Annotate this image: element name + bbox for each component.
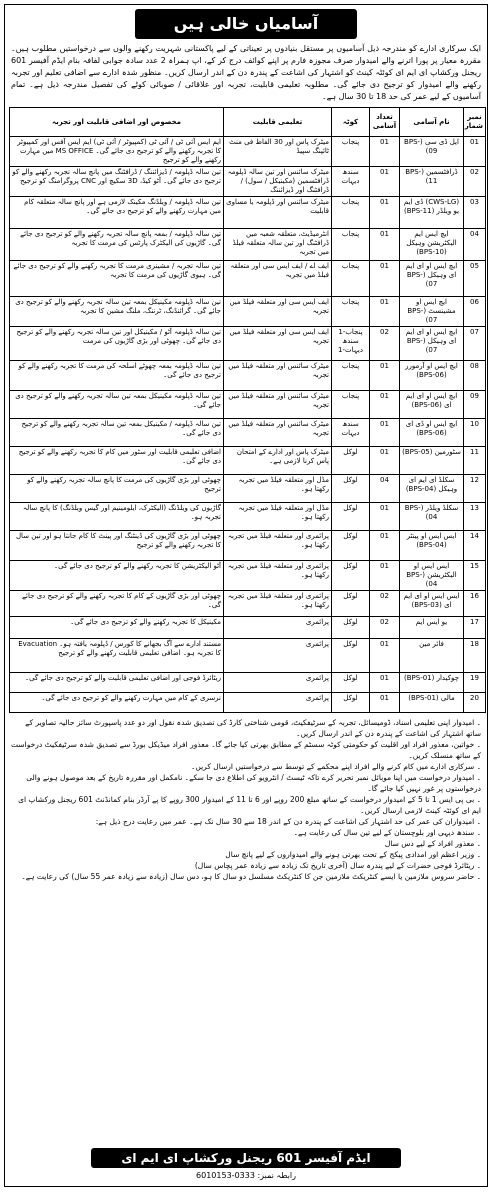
cell-qualification: میٹرک سائنس اور متعلقہ فیلڈ میں تجربہ [224,391,332,419]
cell-experience: تین سالہ ڈپلومہ / بمعہ پانچ سالہ تجربہ رکھنے والے کو ترجیح دی جائے گی۔ گاڑیوں کی الیکٹرک پارٹس کی مرمت کا تجربہ [10,229,224,261]
advertisement-page [4,4,488,1187]
cell-experience: ریٹائرڈ فوجی اور اضافی تعلیمی قابلیت والے کو ترجیح دی جائے گی۔ [10,673,224,693]
table-row [10,197,486,229]
cell-experience: نرسری کے کام میں مہارت رکھنے والے کو ترجیح دی جائے گی۔ [10,693,224,713]
cell-serial: 03 [464,197,486,229]
cell-serial: 08 [464,361,486,391]
cell-experience: تین سالہ تجربہ / مشینری مرمت کا تجربہ رکھنے والے کو ترجیح دی جائے گی۔ ہیوی گاڑیوں کی مرمت کا تجربہ [10,261,224,297]
cell-quota: لوکل [332,639,370,673]
cell-serial: 17 [464,617,486,639]
cell-count: 01 [370,167,400,197]
cell-count: 01 [370,261,400,297]
cell-experience: چھوٹی اور بڑی گاڑیوں کے کام کا تجربہ رکھنے والے کو ترجیح دی جائے گی۔ [10,591,224,617]
cell-serial: 20 [464,693,486,713]
cell-qualification: پرائمری اور متعلقہ فیلڈ میں تجربہ رکھتا ہو۔ [224,591,332,617]
cell-post: ایچ ایس او مشینسٹ (BPS-07) [400,297,464,327]
cell-serial: 04 [464,229,486,261]
cell-count: 01 [370,561,400,591]
header-qualification: تعلیمی قابلیت [224,108,332,137]
note-item: ۔ امیدوار درخواست میں اپنا موبائل نمبر تحریر کرے تاکہ ٹیسٹ / انٹرویو کی اطلاع دی جا سکے۔ نامکمل اور مقررہ تاریخ کے بعد موصول ہونے والی درخواستوں پر غور نہیں کیا جائے گا۔ [26,773,481,793]
cell-serial: 16 [464,591,486,617]
cell-serial: 13 [464,503,486,531]
cell-qualification: میٹرک پاس اور ادارے کے امتحان پاس کرنا لازمی ہے۔ [224,447,332,475]
note-item: ۔ امیدوار اپنی تعلیمی اسناد، ڈومیسائل، تجربہ کے سرٹیفکیٹ، قومی شناختی کارڈ کی تصدیق شدہ نقول اور دو عدد پاسپورٹ سائز حالیہ تصاویر کے ساتھ اشتہار کی اشاعت کے پندرہ دن کے اندر ارسال کریں۔ [25,718,481,738]
table-row [10,531,486,561]
cell-serial: 01 [464,137,486,167]
cell-serial: 05 [464,261,486,297]
cell-qualification: پرائمری [224,617,332,639]
cell-quota: پنجاب [332,197,370,229]
cell-count: 01 [370,361,400,391]
cell-experience: تین سالہ ڈپلومہ آٹو / مکینیکل اور تین سالہ تجربہ رکھنے والے کو ترجیح دی جائے گی۔ چھوٹی اور بڑی گاڑیوں کی مرمت [10,327,224,361]
vacancies-table [9,107,486,713]
cell-qualification: ایف اے / ایف ایس سی اور متعلقہ فیلڈ میں تجربہ [224,261,332,297]
notes-section [5,713,487,882]
footer [5,1147,487,1180]
cell-post: ایس ایس او الیکٹریشن (BPS-04) [400,561,464,591]
cell-experience: مکینیکل کا تجربہ رکھنے والے کو ترجیح دی جائے گی۔ [10,617,224,639]
cell-quota: لوکل [332,503,370,531]
cell-serial: 15 [464,561,486,591]
cell-post: ایس ایس او ای ایم ای (BPS-03) [400,591,464,617]
table-row [10,297,486,327]
table-row [10,447,486,475]
cell-qualification: پرائمری [224,673,332,693]
cell-serial: 18 [464,639,486,673]
note-item: ۔ بی پی ایس 1 تا 5 کے امیدوار درخواست کے ساتھ مبلغ 200 روپے اور 6 تا 11 کے امیدوار 300 روپے کا پے آرڈر بنام کمانڈنٹ 601 ریجنل ورکشاپ ای ایم ای کوئٹہ کینٹ لازمی ارسال کریں۔ [18,795,481,815]
cell-post: سکلڈ ای ایم ای وہیکل (BPS-04) [400,475,464,503]
cell-quota: لوکل [332,447,370,475]
cell-post: یو ایس ایم [400,617,464,639]
table-row [10,561,486,591]
note-item: ۔ حاضر سروس ملازمین یا ایسے کنٹریکٹ ملازمین جن کا کنٹریکٹ مسلسل دو سال کا ہو، دس سال (زیادہ سے زیادہ عمر 55 سال) کی رعایت ہے۔ [21,872,481,881]
note-item: ۔ وزیر اعظم اور امدادی پیکج کے تحت بھرتی ہونے والے امیدواروں کے لیے پانچ سال [225,850,481,859]
cell-quota: پنجاب [332,297,370,327]
cell-experience: تین سالہ ڈپلومہ / ڈیزائننگ / ڈرافٹنگ میں پانچ سالہ تجربہ رکھنے والے کو ترجیح دی جائے گی۔ آٹو کیڈ، 3D سکیچ اور CNC پروگرامنگ کو ترجیح [10,167,224,197]
cell-count: 01 [370,197,400,229]
cell-serial: 14 [464,531,486,561]
cell-post: چوکیدار (BPS-01) [400,673,464,693]
note-item: ۔ سرکاری ادارے میں کام کرنے والے افراد اپنے محکمے کے توسط سے درخواستیں ارسال کریں۔ [190,762,481,771]
cell-post: ایچ ایس او ای ایم ای (BPS-06) [400,391,464,419]
table-row [10,137,486,167]
table-row [10,591,486,617]
cell-qualification: میٹرک پاس اور 30 الفاظ فی منٹ ٹائپنگ سپیڈ [224,137,332,167]
cell-experience: تین سالہ ڈپلومہ / ویلڈنگ مکینک لازمی ہے اور پانچ سالہ متعلقہ کام میں مہارت رکھنے والے کو ترجیح دی جائے گی۔ [10,197,224,229]
table-row [10,639,486,673]
cell-quota: سندھ دیہات [332,419,370,447]
cell-experience: ایم ایس آئی ٹی / آئی ٹی (کمپیوٹر / آئی ٹی) ایم ایس آفس اور کمپیوٹر کا تجربہ رکھنے والے کو ترجیح دی جائے گی۔ MS OFFICE میں مہارت رکھنے والے کو ترجیح [10,137,224,167]
table-row [10,361,486,391]
cell-post: ایچ ایس او ای ایم ای وہیکل (BPS-07) [400,327,464,361]
cell-serial: 12 [464,475,486,503]
cell-post: (CWS-LG) ڈی ایم یو ویلڈر (BPS-11) [400,197,464,229]
note-item: ۔ امیدواران کی عمر کی حد اشتہار کی اشاعت کے پندرہ دن کے اندر 18 سے 30 سال تک ہے۔ عمر میں رعایت درج ذیل ہے: [95,817,481,826]
cell-serial: 19 [464,673,486,693]
cell-quota: سندھ دیہات [332,167,370,197]
cell-post: ڈرافٹسمین (BPS-11) [400,167,464,197]
cell-post: ایچ ایس او آرمورر (BPS-06) [400,361,464,391]
cell-quota: پنجاب [332,229,370,261]
cell-post: ایل ڈی سی (BPS-09) [400,137,464,167]
cell-serial: 02 [464,167,486,197]
cell-post: ایچ ایس او ڈی ای (BPS-06) [400,419,464,447]
cell-qualification: پرائمری [224,639,332,673]
cell-experience: چھوٹی اور بڑی گاڑیوں کی مرمت کا پانچ سالہ تجربہ رکھنے والے کو ترجیح [10,475,224,503]
table-row [10,673,486,693]
cell-qualification: انٹرمیڈیٹ، متعلقہ شعبہ میں ڈرافٹنگ اور تین سالہ متعلقہ فیلڈ میں تجربہ [224,229,332,261]
cell-experience: تین سالہ ڈپلومہ مکینیکل بمعہ تین سالہ تجربہ رکھنے والے کو ترجیح دی جائے گی۔ گرائنڈنگ، ٹرننگ، ملنگ مشین کا تجربہ [10,297,224,327]
table-row [10,693,486,713]
cell-count: 02 [370,617,400,639]
cell-experience: چھوٹی اور بڑی گاڑیوں کی ڈینٹنگ اور پینٹ کا کام جانتا ہو اور تین سال کا تجربہ رکھنے والے کو ترجیح [10,531,224,561]
cell-count: 01 [370,391,400,419]
cell-qualification: مڈل اور متعلقہ فیلڈ میں تجربہ رکھتا ہو۔ [224,475,332,503]
cell-experience: آٹو الیکٹریشن کا تجربہ رکھنے والے کو ترجیح دی جائے گی۔ [10,561,224,591]
cell-qualification: پرائمری اور متعلقہ فیلڈ میں تجربہ رکھتا ہو۔ [224,531,332,561]
cell-count: 01 [370,693,400,713]
cell-quota: لوکل [332,561,370,591]
cell-qualification: پرائمری [224,693,332,713]
cell-count: 01 [370,531,400,561]
cell-count: 01 [370,137,400,167]
cell-serial: 07 [464,327,486,361]
cell-count: 01 [370,447,400,475]
table-row [10,391,486,419]
cell-qualification: ایف ایس سی اور متعلقہ فیلڈ میں تجربہ [224,297,332,327]
note-item: ۔ خواتین، معذور افراد اور اقلیت کو حکومتی کوٹہ سسٹم کے مطابق بھرتی کیا جائے گا۔ معذور افراد میڈیکل بورڈ سے تصدیق شدہ سرٹیفکیٹ درخواست کے ساتھ منسلک کریں۔ [11,740,481,760]
cell-post: سکلڈ ویلڈر (BPS-04) [400,503,464,531]
cell-quota: پنجاب-1 سندھ دیہات-1 [332,327,370,361]
table-row [10,617,486,639]
header-serial: نمبر شمار [464,108,486,137]
table-row [10,475,486,503]
contact-phone: رابطہ نمبر: 0333-6010153 [196,1171,296,1180]
header-post: نام آسامی [400,108,464,137]
cell-count: 01 [370,503,400,531]
note-item: ۔ معذور افراد کے لیے دس سال [384,839,481,848]
cell-count: 01 [370,419,400,447]
table-row [10,229,486,261]
cell-quota: لوکل [332,673,370,693]
header-count: تعداد آسامی [370,108,400,137]
cell-qualification: پرائمری اور متعلقہ فیلڈ میں تجربہ رکھتا ہو۔ [224,561,332,591]
cell-experience: اضافی تعلیمی قابلیت اور سٹور میں کام کا تجربہ رکھنے والے کو ترجیح دی جائے گی۔ [10,447,224,475]
note-item: ۔ سندھ دیہی اور بلوچستان کے لیے تین سال کی رعایت ہے۔ [293,828,481,837]
table-row [10,503,486,531]
cell-quota: پنجاب [332,361,370,391]
cell-count: 01 [370,297,400,327]
table-row [10,419,486,447]
table-row [10,167,486,197]
cell-quota: پنجاب [332,391,370,419]
cell-serial: 11 [464,447,486,475]
header-quota: کوٹہ [332,108,370,137]
cell-post: ایچ ایس ایم الیکٹریشن وہیکل (BPS-10) [400,229,464,261]
cell-experience: مستند ادارے سے آگ بجھانے کا کورس / ڈپلومہ یافتہ ہو۔ Evacuation کا تجربہ ہو۔ اضافی تعلیمی قابلیت رکھنے والے کو ترجیح [10,639,224,673]
cell-experience: تین سالہ ڈپلومہ / مکینیکل بمعہ تین سالہ تجربہ رکھنے والے کو ترجیح دی جائے گی۔ [10,419,224,447]
page-title: آسامیاں خالی ہیں [135,9,357,39]
cell-post: فائر مین [400,639,464,673]
cell-quota: لوکل [332,693,370,713]
cell-count: 02 [370,327,400,361]
cell-count: 04 [370,475,400,503]
office-name: ایڈم آفیسر 601 ریجنل ورکشاپ ای ایم ای [91,1148,400,1168]
cell-qualification: میٹرک سائنس اور متعلقہ فیلڈ میں تجربہ [224,361,332,391]
cell-count: 01 [370,229,400,261]
cell-post: ایچ ایس او ای ایم ای وہیکل (BPS-07) [400,261,464,297]
table-header-row [10,108,486,137]
cell-qualification: میٹرک سائنس اور تین سالہ ڈپلومہ ڈرافٹسمین (مکینیکل / سول) / ڈرافٹنگ اور ڈیزائننگ [224,167,332,197]
header-experience: مخصوص اور اضافی قابلیت اور تجربہ [10,108,224,137]
cell-qualification: میٹرک سائنس اور ڈپلومہ یا مساوی قابلیت [224,197,332,229]
cell-serial: 10 [464,419,486,447]
cell-quota: لوکل [332,617,370,639]
cell-experience: تین سالہ ڈپلومہ مکینیکل بمعہ تین سالہ تجربہ رکھنے والے کو ترجیح دی جائے گی۔ [10,391,224,419]
cell-quota: لوکل [332,591,370,617]
intro-paragraph: ایک سرکاری ادارے کو مندرجہ ذیل آسامیوں پر مستقل بنیادوں پر تعیناتی کے لیے پاکستانی شہریت رکھنے والوں سے درخواستیں مطلوب ہیں۔ مقررہ معیار پر پورا اترنے والے امیدوار صرف مجوزہ فارم پر اپنے کوائف درج کر کے، اپ ہمراہ 2 عدد سادہ جوابی لفافہ بنام ایڈم آفیسر 601 ریجنل ورکشاپ ای ایم ای کوئٹہ کینٹ کو اشتہار کی اشاعت کے پندرہ دن کے اندر ارسال کریں۔ منظور شدہ ادارے سے اضافی تعلیم اور تجربہ رکھنے والے امیدوار کو ترجیح دی جائے گی۔ مطلوبہ تعلیمی قابلیت، تجربہ اور علاقائی / صوبائی کوٹے کی تفصیل مندرجہ ذیل ہے۔ تمام آسامیوں کے لیے عمر کی حد 18 تا 30 سال ہے۔ [11,44,481,101]
cell-post: ایس ایس او پینٹر (BPS-04) [400,531,464,561]
cell-count: 01 [370,673,400,693]
cell-post: مالی (BPS-01) [400,693,464,713]
table-row [10,261,486,297]
table-row [10,327,486,361]
cell-quota: پنجاب [332,137,370,167]
cell-qualification: ایف ایس سی اور متعلقہ فیلڈ میں تجربہ [224,327,332,361]
cell-quota: پنجاب [332,261,370,297]
cell-count: 02 [370,591,400,617]
cell-post: سٹورمین (BPS-05) [400,447,464,475]
cell-serial: 09 [464,391,486,419]
cell-qualification: مڈل اور متعلقہ فیلڈ میں تجربہ رکھتا ہو۔ [224,503,332,531]
cell-quota: لوکل [332,475,370,503]
cell-qualification: میٹرک سائنس اور متعلقہ فیلڈ میں تجربہ [224,419,332,447]
cell-quota: لوکل [332,531,370,561]
cell-experience: تین سالہ ڈپلومہ بمعہ چھوٹے اسلحہ کی مرمت کا تجربہ رکھنے والے کو ترجیح دی جائے گی۔ [10,361,224,391]
cell-count: 01 [370,639,400,673]
cell-serial: 06 [464,297,486,327]
cell-experience: گاڑیوں کی ویلڈنگ (الیکٹرک، ایلومینیم اور گیس ویلڈنگ) کا پانچ سالہ تجربہ ہو۔ [10,503,224,531]
note-item: ۔ ریٹائرڈ فوجی حضرات کے لیے پندرہ سال (آخری تاریخ تک زیادہ سے زیادہ عمر پچاس سال) [194,861,481,870]
